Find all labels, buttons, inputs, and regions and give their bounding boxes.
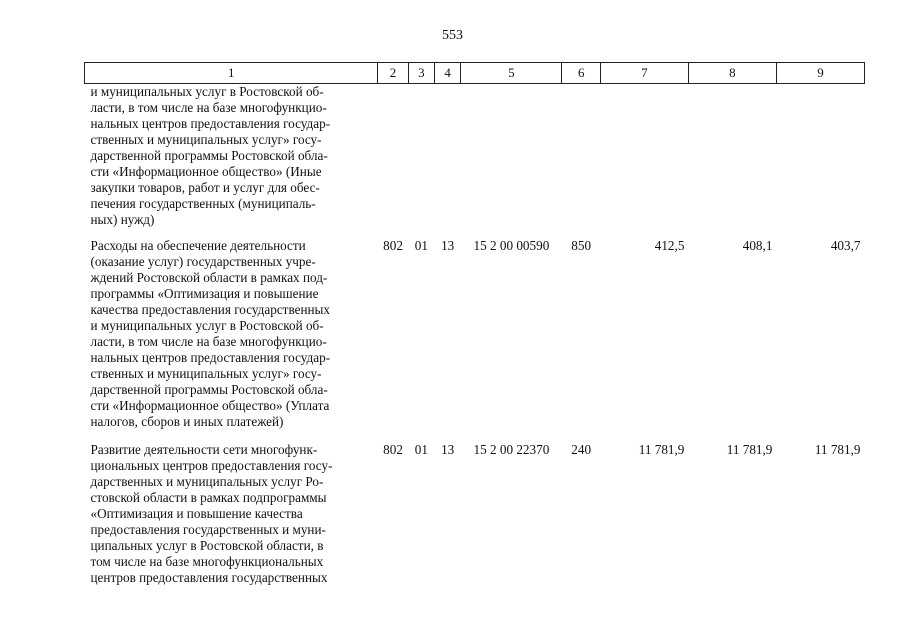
column-header-8: 8 — [688, 63, 776, 84]
cell-expense-type: 240 — [571, 442, 592, 457]
cell-subsection-code — [435, 84, 461, 239]
column-header-3: 3 — [408, 63, 434, 84]
column-header-1: 1 — [85, 63, 378, 84]
cell-expense-type: 850 — [571, 238, 592, 253]
cell-amount-8: 11 781,9 — [726, 442, 773, 457]
cell-subsection-code: 13 — [441, 238, 455, 253]
cell-amount-8 — [688, 84, 776, 239]
column-header-5: 5 — [461, 63, 562, 84]
column-header-7: 7 — [600, 63, 688, 84]
cell-ministry-code: 802 — [383, 442, 403, 457]
page-number: 553 — [442, 28, 463, 43]
cell-section-code: 01 — [414, 238, 428, 253]
cell-amount-9 — [776, 84, 864, 239]
table-row — [85, 442, 865, 586]
cell-section-code: 01 — [414, 442, 428, 457]
row-description: и муниципальных услуг в Ростовской об- ласти, в том числе на базе многофункцио- нальных центров предоставления государ- ственных и муниципальных услуг» госу- дарственной программы Ростовской обла- сти «Информационное общество» (Иные закупки товаров, работ и услуг для обес- печения государственных (муниципаль- ных) нужд) — [90, 84, 331, 227]
cell-ministry-code — [378, 84, 408, 239]
column-header-6: 6 — [562, 63, 600, 84]
cell-target-article: 15 2 00 00590 — [473, 238, 550, 253]
table-header — [85, 63, 865, 84]
cell-expense-type — [562, 84, 600, 239]
cell-amount-7: 11 781,9 — [638, 442, 685, 457]
cell-amount-8: 408,1 — [742, 238, 773, 253]
table-row — [85, 238, 865, 442]
cell-ministry-code: 802 — [383, 238, 403, 253]
cell-amount-9: 403,7 — [830, 238, 861, 253]
cell-amount-9: 11 781,9 — [814, 442, 861, 457]
header-row — [85, 63, 865, 84]
row-description: Развитие деятельности сети многофунк- циональных центров предоставления госу- дарственных и муниципальных услуг Ро- стовской области в рамках подпрограммы «Оптимизация и повышение качества предоставления государственных и муни- ципальных услуг в Ростовской области, в том числе на базе многофункциональных центров предоставления государственных — [90, 442, 333, 585]
cell-amount-7 — [600, 84, 688, 239]
cell-target-article: 15 2 00 22370 — [473, 442, 550, 457]
row-description: Расходы на обеспечение деятельности (оказание услуг) государственных учре- ждений Ростовской области в рамках под- программы «Оптимизация и повышение качества предоставления государственных и муниципальных услуг в Ростовской об- ласти, в том числе на базе многофункцио- нальных центров предоставления государ- ственных и муниципальных услуг» госу- дарственной программы Ростовской обла- сти «Информационное общество» (Уплата налогов, сборов и иных платежей) — [90, 238, 331, 429]
table-row — [85, 84, 865, 239]
column-header-9: 9 — [776, 63, 864, 84]
cell-section-code — [408, 84, 434, 239]
cell-target-article — [461, 84, 562, 239]
cell-amount-7: 412,5 — [654, 238, 685, 253]
budget-table — [84, 62, 865, 586]
table-body — [85, 84, 865, 587]
cell-subsection-code: 13 — [441, 442, 455, 457]
column-header-2: 2 — [378, 63, 408, 84]
column-header-4: 4 — [435, 63, 461, 84]
